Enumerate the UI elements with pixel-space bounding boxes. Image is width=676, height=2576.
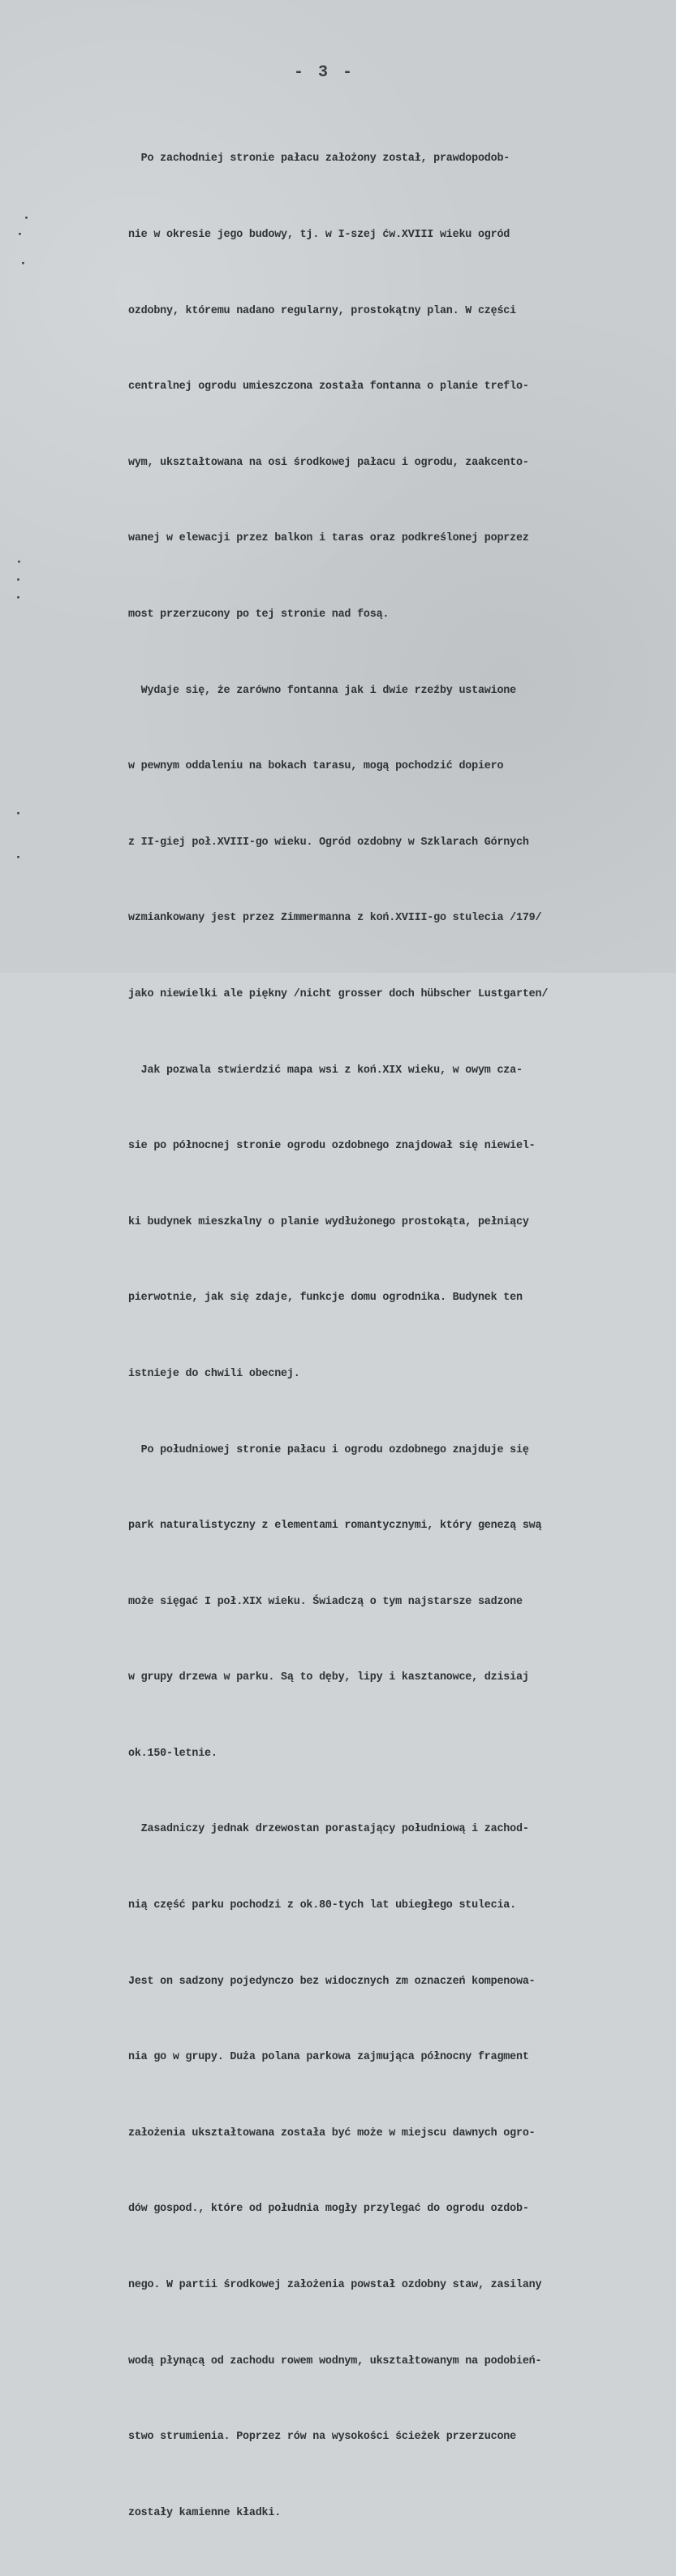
- text-line: ok.150-letnie.: [128, 1747, 217, 1760]
- margin-speck: ·: [18, 229, 22, 241]
- margin-speck: ·: [16, 808, 20, 820]
- margin-speck: ·: [16, 592, 20, 604]
- text-line: Jak pozwala stwierdzić mapa wsi z koń.XIX wieku, w owym cza-: [128, 1064, 523, 1077]
- text-line: centralnej ogrodu umieszczona została fontanna o planie treflo-: [128, 381, 529, 393]
- text-line: Wydaje się, że zarówno fontanna jak i dwie rzeźby ustawione: [128, 684, 516, 697]
- text-line: jako niewielki ale piękny /nicht grosser doch hübscher Lustgarten/: [128, 987, 549, 1000]
- text-line: stwo strumienia. Poprzez rów na wysokości ścieżek przerzucone: [128, 2431, 516, 2444]
- margin-speck: ·: [21, 258, 25, 270]
- text-line: Jest on sadzony pojedynczo bez widocznych zm oznaczeń kompenowa-: [128, 1975, 536, 1988]
- text-line: w grupy drzewa w parku. Są to dęby, lipy i kasztanowce, dzisiaj: [128, 1671, 529, 1684]
- text-line: nie w okresie jego budowy, tj. w I-szej ćw.XVIII wieku ogród: [128, 229, 510, 241]
- text-line: wym, ukształtowana na osi środkowej pałacu i ogrodu, zaakcento-: [128, 456, 529, 469]
- text-line: wanej w elewacji przez balkon i taras oraz podkreślonej poprzez: [128, 532, 529, 545]
- text-line: nią część parku pochodzi z ok.80-tych lat ubiegłego stulecia.: [128, 1899, 516, 1912]
- text-line: wzmiankowany jest przez Zimmermanna z koń.XVIII-go stulecia /179/: [128, 912, 542, 925]
- text-line: Po zachodniej stronie pałacu założony został, prawdopodob-: [128, 153, 510, 166]
- text-line: Po południowej stronie pałacu i ogrodu ozdobnego znajduje się: [128, 1443, 529, 1456]
- margin-speck: ·: [16, 574, 20, 587]
- margin-speck: ·: [24, 213, 28, 225]
- text-line: założenia ukształtowana została być może w miejscu dawnych ogro-: [128, 2127, 536, 2139]
- text-line: nia go w grupy. Duża polana parkowa zajmująca północny fragment: [128, 2051, 529, 2064]
- text-line: sie po północnej stronie ogrodu ozdobnego znajdował się niewiel-: [128, 1140, 536, 1153]
- text-line: pierwotnie, jak się zdaje, funkcje domu ogrodnika. Budynek ten: [128, 1292, 523, 1305]
- text-line: z II-giej poł.XVIII-go wieku. Ogród ozdobny w Szklarach Górnych: [128, 836, 529, 849]
- text-line: wodą płynącą od zachodu rowem wodnym, ukształtowanym na podobień-: [128, 2355, 542, 2367]
- text-line: może sięgać I poł.XIX wieku. Świadczą o tym najstarsze sadzone: [128, 1595, 523, 1608]
- text-line: zostały kamienne kładki.: [128, 2506, 282, 2519]
- text-line: park naturalistyczny z elementami romantycznymi, który genezą swą: [128, 1520, 542, 1533]
- text-line: istnieje do chwili obecnej.: [128, 1367, 300, 1380]
- text-line: Zasadniczy jednak drzewostan porastający południową i zachod-: [128, 1823, 529, 1836]
- body-text: [128, 96, 676, 2576]
- text-line: ki budynek mieszkalny o planie wydłużonego prostokąta, pełniący: [128, 1215, 529, 1228]
- text-line: most przerzucony po tej stronie nad fosą.: [128, 608, 390, 621]
- margin-speck: ·: [16, 852, 20, 864]
- page-number: - 3 -: [294, 63, 355, 82]
- text-line: dów gospod., które od południa mogły przylegać do ogrodu ozdob-: [128, 2203, 529, 2216]
- margin-speck: ·: [17, 557, 21, 569]
- text-line: nego. W partii środkowej założenia powstał ozdobny staw, zasilany: [128, 2279, 542, 2292]
- text-line: ozdobny, któremu nadano regularny, prostokątny plan. W części: [128, 304, 516, 317]
- text-line: w pewnym oddaleniu na bokach tarasu, mogą pochodzić dopiero: [128, 760, 504, 773]
